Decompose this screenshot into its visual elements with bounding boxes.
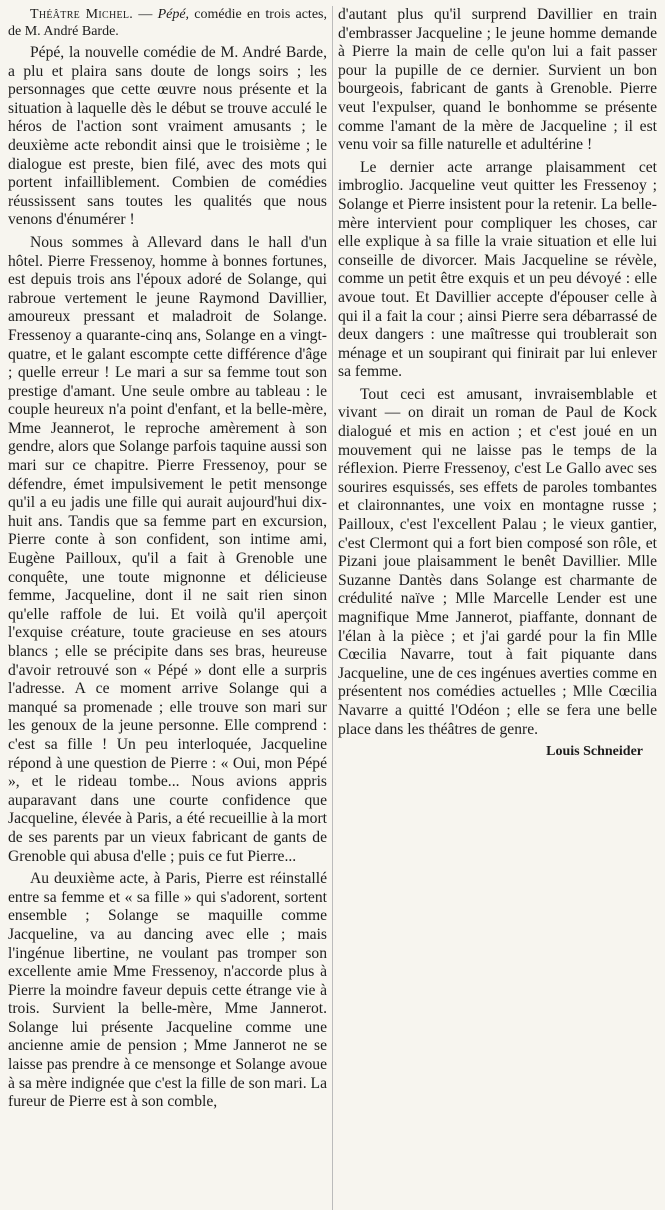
theatre-name: Théâtre Michel. [30, 7, 134, 22]
column-divider [332, 6, 333, 1210]
paragraph: Nous sommes à Allevard dans le hall d'un hôtel. Pierre Fressenoy, homme à bonnes fortunes, est depuis trois ans l'époux adoré de Solange, qui rabroue vertement le jeune Raymond Davillier, amoureux pressant et maladroit de Solange. Fressenoy a quarante-cinq ans, Solange en a vingt-quatre, et le galant escompte cette différence d'âge ; quelle erreur ! Le mari a sur sa femme tout son prestige d'amant. Une seule ombre au tableau : le couple heureux n'a point d'enfant, et la belle-mère, Mme Jeannerot, le reproche amèrement à son gendre, alors que Solange parfois taquine aussi son mari sur ce chapitre. Pierre Fressenoy, pour se défendre, émet impulsivement le petit mensonge qu'il a eu jadis une fille qui aurait aujourd'hui dix-huit ans. Tandis que sa femme part en excursion, Pierre conte à son confident, son intime ami, Eugène Pailloux, qu'il a fait à Grenoble une conquête, une toute mignonne et délicieuse femme, Jacqueline, dont il ne sait rien sinon qu'elle raffole de lui. Et voilà qu'il aperçoit l'exquise créature, toute gracieuse en ses atours blancs ; elle se précipite dans ses bras, heureuse d'avoir retrouvé son « Pépé » dont elle a surpris l'adresse. A ce moment arrive Solange qui a manqué sa promenade ; elle trouve son mari sur les genoux de la jeune personne. Elle comprend : c'est sa fille ! Un peu interloquée, Jacqueline répond à une question de Pierre : « Oui, mon Pépé », et le rideau tombe... Nous avions appris auparavant dans une courte confidence que Jacqueline, élevée à Paris, a été recueillie à la mort de ses parents par un vieux fabricant de gants de Grenoble qui abusa d'elle ; puis ce fut Pierre... [8, 233, 327, 865]
heading-rest: comédie en trois actes, de M. André Barde. [8, 7, 327, 39]
article-heading [8, 6, 327, 40]
paragraph: Au deuxième acte, à Paris, Pierre est réinstallé entre sa femme et « sa fille » qui s'adorent, sortent ensemble ; Solange se maquille comme Jacqueline, va au dancing avec elle ; mais l'ingénue libertine, ne voulant pas tromper son excellente amie Mme Fressenoy, n'accorde plus à Pierre la moindre faveur depuis cette étrange vie à trois. Survient la belle-mère, Mme Jannerot. Solange lui présente Jacqueline comme une ancienne amie de pension ; Mme Jannerot ne se laisse pas prendre à ce mensonge et Solange avoue à sa mère indignée que c'est la fille de son mari. La fureur de Pierre est à son comble, [8, 870, 327, 1111]
paragraph: Le dernier acte arrange plaisamment cet imbroglio. Jacqueline veut quitter les Fressenoy ; Solange et Pierre insistent pour la retenir. La belle-mère intervient pour compliquer les choses, car elle explique à sa fille la vraie situation et elle lui conseille de divorcer. Mais Jacqueline se révèle, comme un petit être exquis et un peu dévoyé : elle avoue tout. Et Davillier accepte d'épouser celle à qui il a fait la cour ; ainsi Pierre sera débarrassé de deux dangers : une maîtresse qui troublerait son ménage et un soupirant qui finirait par lui enlever sa femme. [338, 158, 657, 381]
play-title: Pépé, [157, 7, 190, 22]
paragraph: Pépé, la nouvelle comédie de M. André Barde, a plu et plaira sans doute de longs soirs ; les personnages que cette œuvre nous présente et la situation à laquelle dès le début se trouve acculé le héros de l'action sont vraiment amusants ; le deuxième acte rebondit ainsi que le troisième ; le dialogue est preste, bien filé, avec des mots qui portent infailliblement. Combien de comédies réussissent sans toutes les qualités que nous venons d'énumérer ! [8, 44, 327, 229]
heading-separator: — [133, 7, 158, 22]
right-column [338, 6, 657, 1210]
paragraph: d'autant plus qu'il surprend Davillier en train d'embrasser Jacqueline ; le jeune homme demande à Pierre la main de celle qu'on lui a fait passer pour la pupille de ce dernier. Survient un bon bourgeois, fabricant de gants à Grenoble. Pierre veut l'expulser, quand le bonhomme se présente comme l'amant de la mère de Jacqueline ; il est venu voir sa fille naturelle et adultérine ! [338, 6, 657, 154]
paragraph: Tout ceci est amusant, invraisemblable et vivant — on dirait un roman de Paul de Kock dialogué et mis en action ; et c'est joué en un mouvement qui ne laisse pas le temps de la réflexion. Pierre Fressenoy, c'est Le Gallo avec ses sourires esquissés, ses effets de paroles tombantes et claironnantes, une voix en montagne russe ; Pailloux, c'est l'excellent Palau ; le vieux gantier, c'est Clermont qui a fort bien composé son rôle, et Pizani joue plaisamment le benêt Davillier. Mlle Suzanne Dantès dans Solange est charmante de crédulité naïve ; Mlle Marcelle Lender est une magnifique Mme Jannerot, piaffante, donnant de l'élan à la pièce ; et j'ai gardé pour la fin Mlle Cœcilia Navarre, tout à fait piquante dans Jacqueline, une de ces ingénues averties comme en présentent nos comédies actuelles ; Mlle Cœcilia Navarre a quitté l'Odéon ; elle se fera une belle place dans les théâtres de genre. [338, 385, 657, 738]
left-column [8, 6, 327, 1210]
author-signature: Louis Schneider [546, 744, 643, 760]
